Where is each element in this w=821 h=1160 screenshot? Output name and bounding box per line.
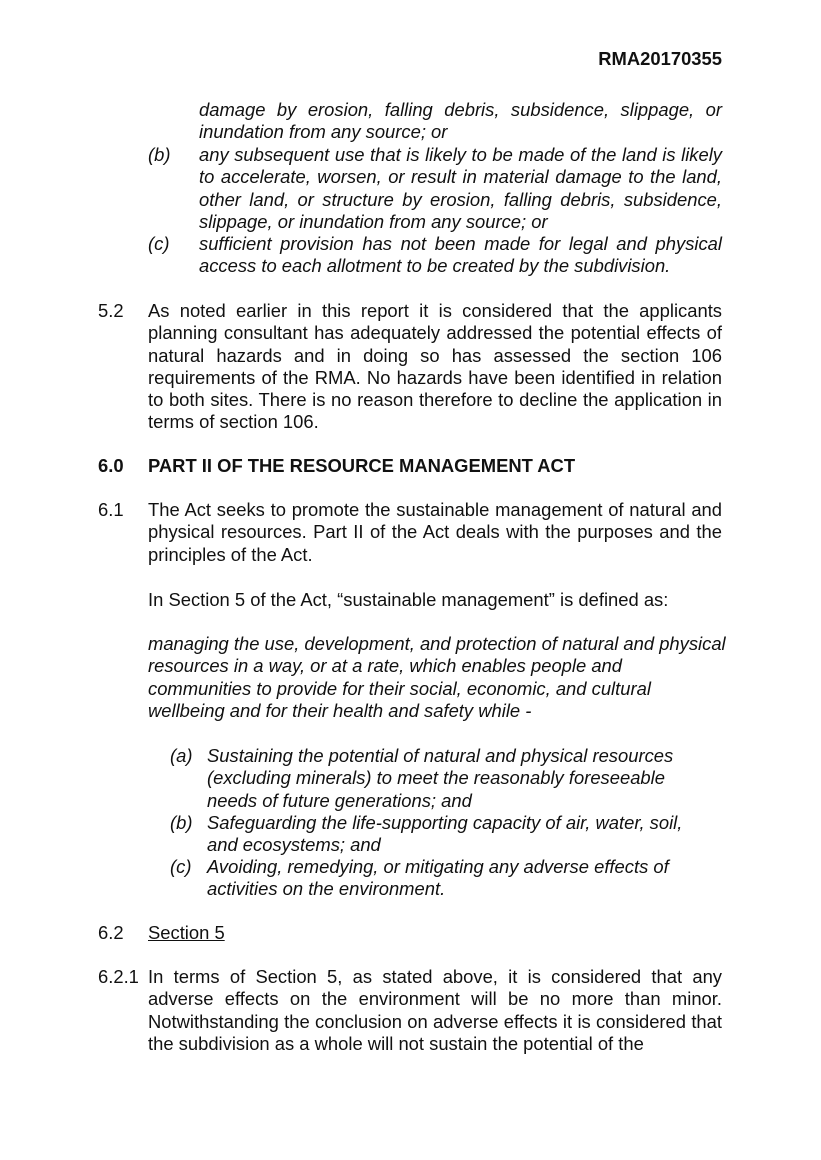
paragraph-number-6-2: 6.2 — [98, 922, 124, 943]
definition-item-label-c: (c) — [170, 856, 192, 877]
item-text-b: any subsequent use that is likely to be made of the land is likely to accelerate, worsen, or result in material damage to the land, other land, or structure by erosion, falling debris, subsidence, slippage, or inundation from any source; or — [199, 144, 722, 232]
definition-item-label-b: (b) — [170, 812, 193, 833]
definition-item-text-b: Safeguarding the life-supporting capacity of air, water, soil, and ecosystems; and — [207, 812, 683, 856]
paragraph-6-2-1-text: In terms of Section 5, as stated above, it is considered that any adverse effects on the environment will be no more than minor. Notwithstanding the conclusion on adverse effects it is considered that the subdivision as a whole will not sustain the potential of the — [148, 966, 722, 1054]
section-heading-6-0: PART II OF THE RESOURCE MANAGEMENT ACT — [148, 455, 576, 476]
subsection-title-section-5: Section 5 — [148, 922, 225, 943]
definition-text: managing the use, development, and protection of natural and physical resources in a way, or at a rate, which enables people and communities to provide for their social, economic, and cultural wellbeing and for their health and safety while - — [148, 633, 726, 721]
continued-item-text: damage by erosion, falling debris, subsidence, slippage, or inundation from any source; or — [199, 99, 722, 143]
item-label-b: (b) — [148, 144, 171, 165]
paragraph-5-2-text: As noted earlier in this report it is considered that the applicants planning consultant has adequately addressed the potential effects of natural hazards and in doing so has assessed the section 106 requirements of the RMA. No hazards have been identified in relation to both sites. There is no reason therefore to decline the application in terms of section 106. — [148, 300, 722, 433]
definition-item-text-c: Avoiding, remedying, or mitigating any adverse effects of activities on the environment. — [207, 856, 669, 900]
document-reference: RMA20170355 — [598, 48, 722, 69]
paragraph-number-6-2-1: 6.2.1 — [98, 966, 139, 987]
item-label-c: (c) — [148, 233, 170, 254]
paragraph-6-1-text: The Act seeks to promote the sustainable management of natural and physical resources. Part II of the Act deals with the purposes and the principles of the Act. — [148, 499, 722, 565]
paragraph-number-5-2: 5.2 — [98, 300, 124, 321]
definition-item-text-a: Sustaining the potential of natural and physical resources (excluding minerals) to meet the reasonably foreseeable needs of future generations; and — [207, 745, 674, 811]
section-number-6-0: 6.0 — [98, 455, 124, 476]
definition-item-label-a: (a) — [170, 745, 193, 766]
item-text-c: sufficient provision has not been made for legal and physical access to each allotment to be created by the subdivision. — [199, 233, 722, 277]
definition-intro: In Section 5 of the Act, “sustainable management” is defined as: — [148, 589, 669, 610]
paragraph-number-6-1: 6.1 — [98, 499, 124, 520]
